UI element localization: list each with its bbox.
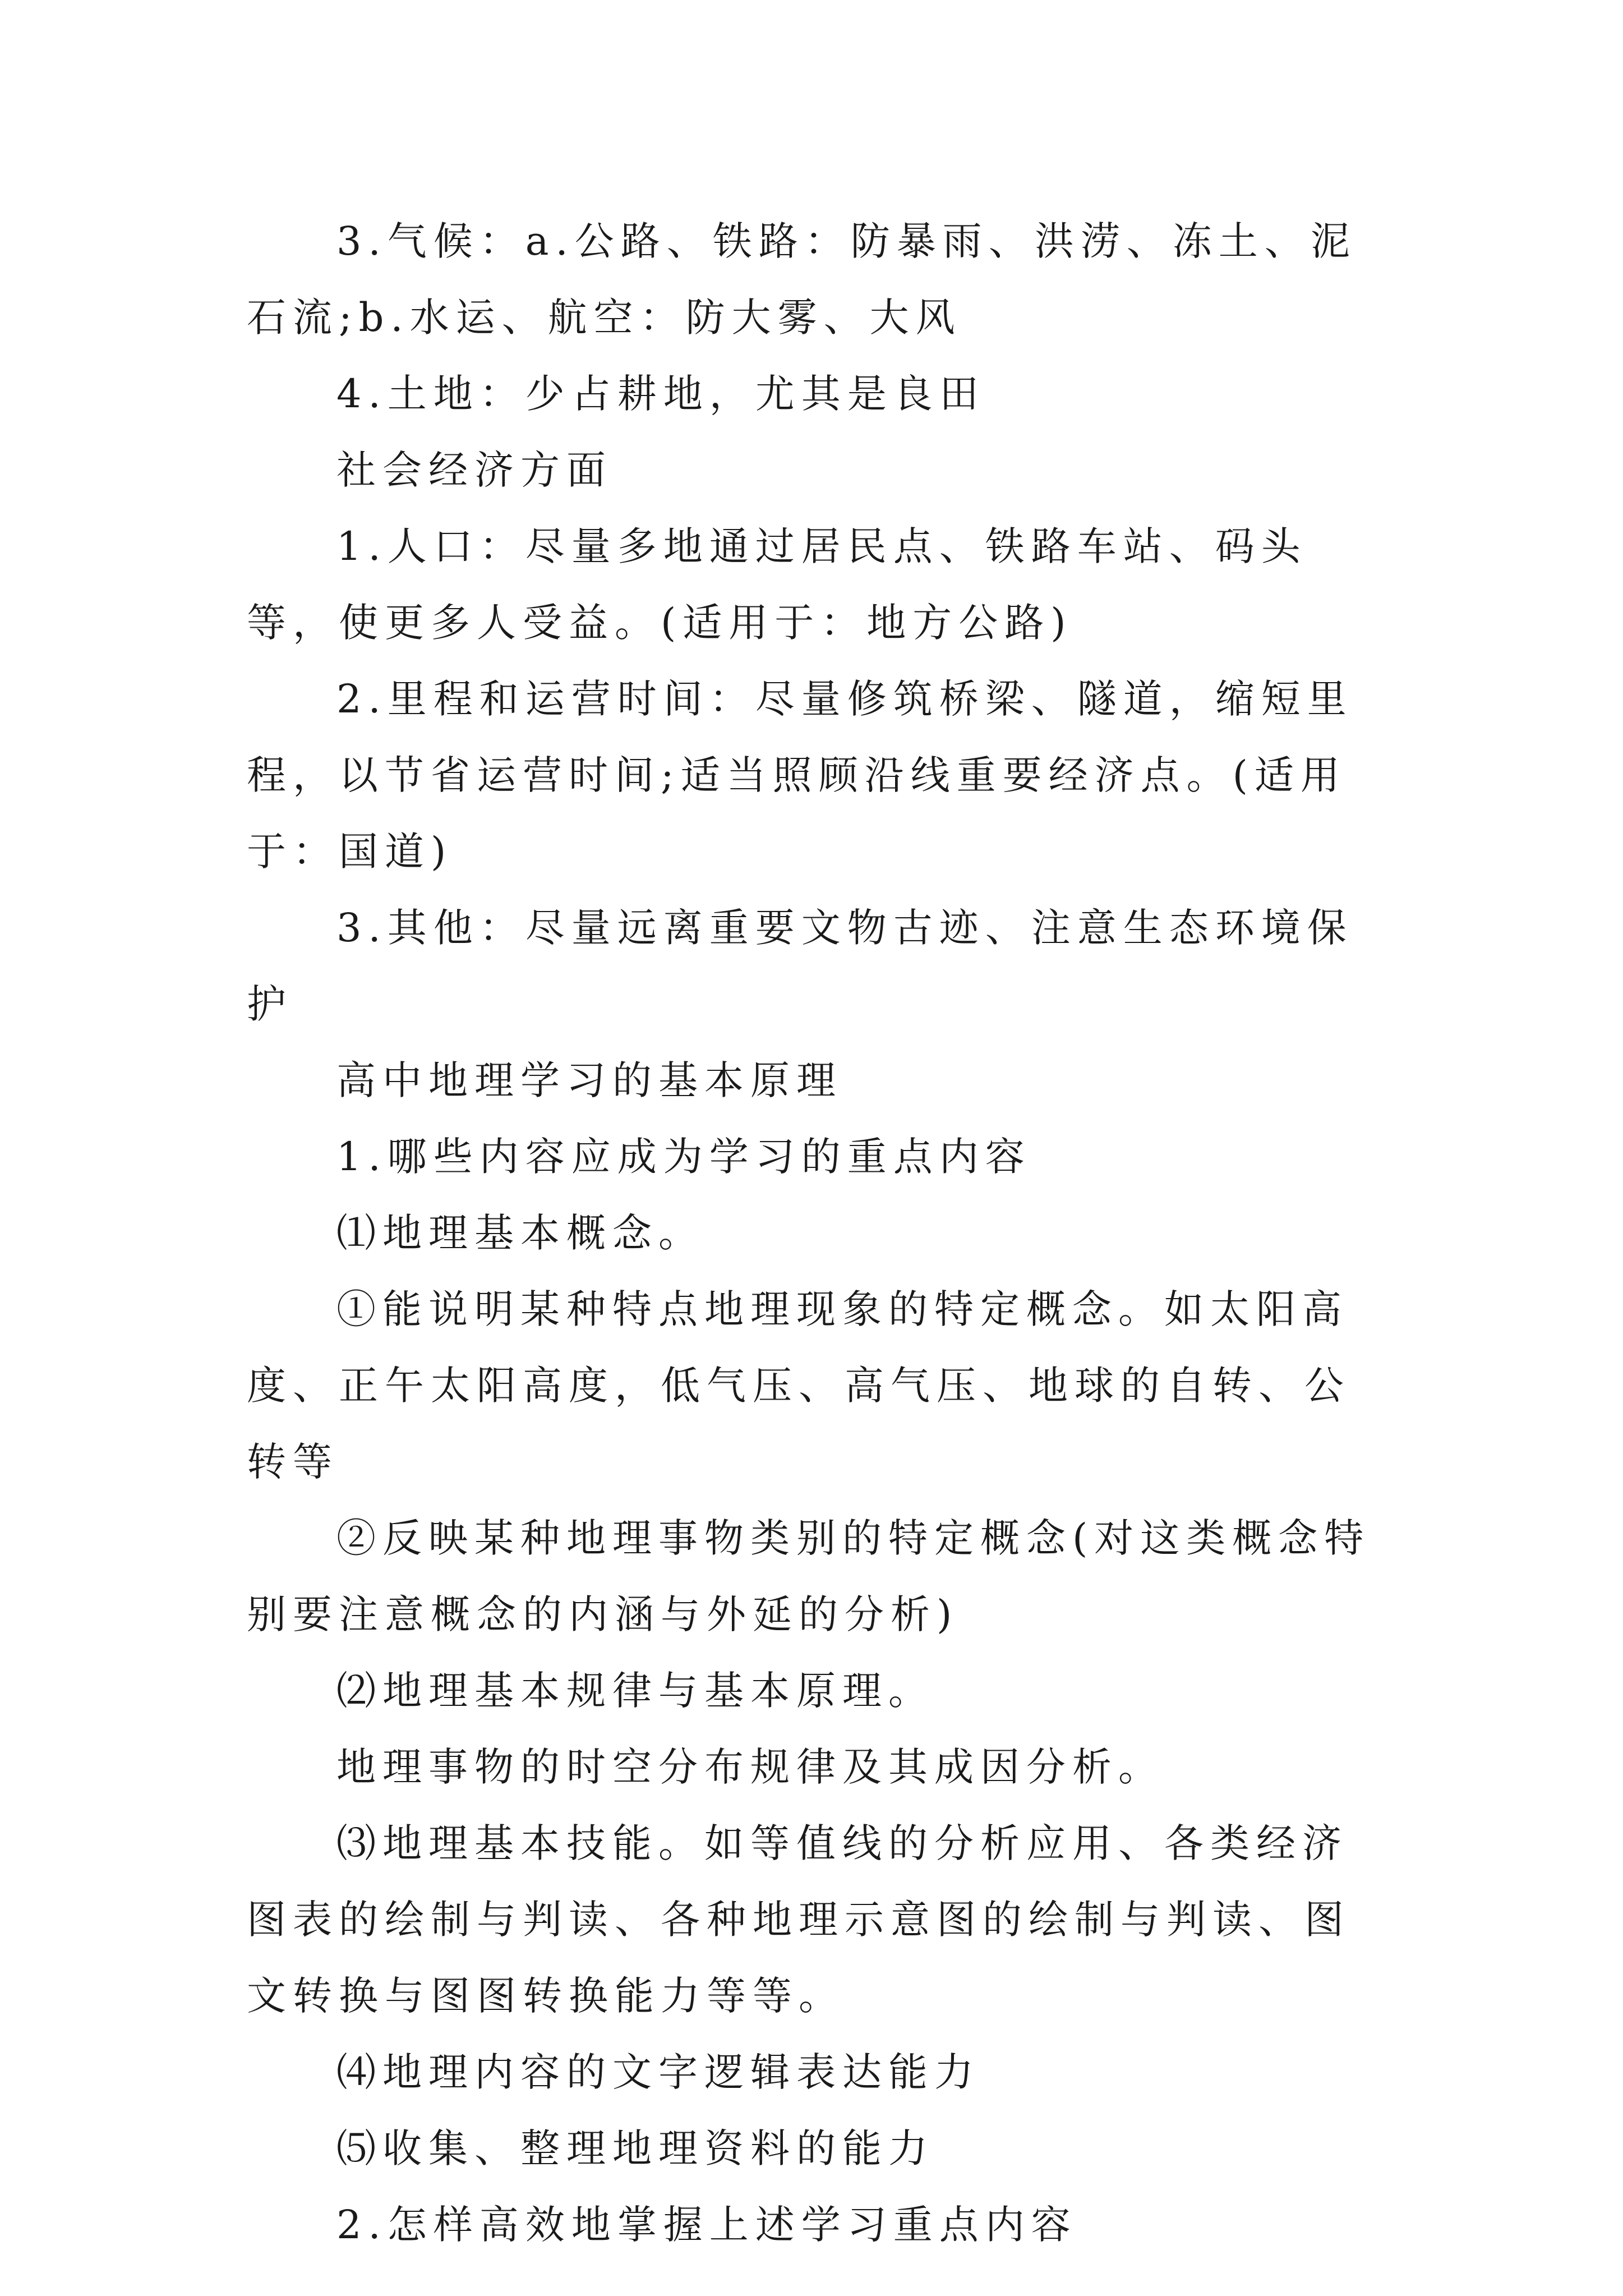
paragraph-mileage: 2.里程和运营时间：尽量修筑桥梁、隧道，缩短里程，以节省运营时间;适当照顾沿线重要经济点。(适用于：国道) <box>247 676 1353 875</box>
paragraph-population: 1.人口：尽量多地通过居民点、铁路车站、码头等，使更多人受益。(适用于：地方公路) <box>247 523 1307 646</box>
paragraph-basic-concepts: ⑴地理基本概念。 <box>336 1210 704 1256</box>
paragraph-how-to-master: 2.怎样高效地掌握上述学习重点内容 <box>336 2202 1077 2248</box>
paragraph-key-content: 1.哪些内容应成为学习的重点内容 <box>336 1134 1031 1180</box>
paragraph-principles-heading: 高中地理学习的基本原理 <box>336 1057 842 1103</box>
paragraph-basic-skills: ⑶地理基本技能。如等值线的分析应用、各类经济图表的绘制与判读、各种地理示意图的绘制与判读、图文转换与图图转换能力等等。 <box>247 1820 1350 2019</box>
paragraph-climate: 3.气候：a.公路、铁路：防暴雨、洪涝、冻土、泥石流;b.水运、航空：防大雾、大风 <box>247 218 1357 341</box>
paragraph-land: 4.土地：少占耕地，尤其是良田 <box>336 371 985 417</box>
paragraph-concept-2: ②反映某种地理事物类别的特定概念(对这类概念特别要注意概念的内涵与外延的分析) <box>247 1515 1371 1637</box>
paragraph-collect: ⑸收集、整理地理资料的能力 <box>336 2125 934 2171</box>
paragraph-expression: ⑷地理内容的文字逻辑表达能力 <box>336 2049 980 2095</box>
document-body <box>247 203 1382 2263</box>
paragraph-distribution: 地理事物的时空分布规律及其成因分析。 <box>336 1744 1164 1790</box>
paragraph-other: 3.其他：尽量远离重要文物古迹、注意生态环境保护 <box>247 905 1353 1027</box>
paragraph-concept-1: ①能说明某种特点地理现象的特定概念。如太阳高度、正午太阳高度，低气压、高气压、地球的自转、公转等 <box>247 1286 1350 1485</box>
paragraph-basic-laws: ⑵地理基本规律与基本原理。 <box>336 1668 934 1714</box>
paragraph-socioeconomic-heading: 社会经济方面 <box>336 447 612 493</box>
